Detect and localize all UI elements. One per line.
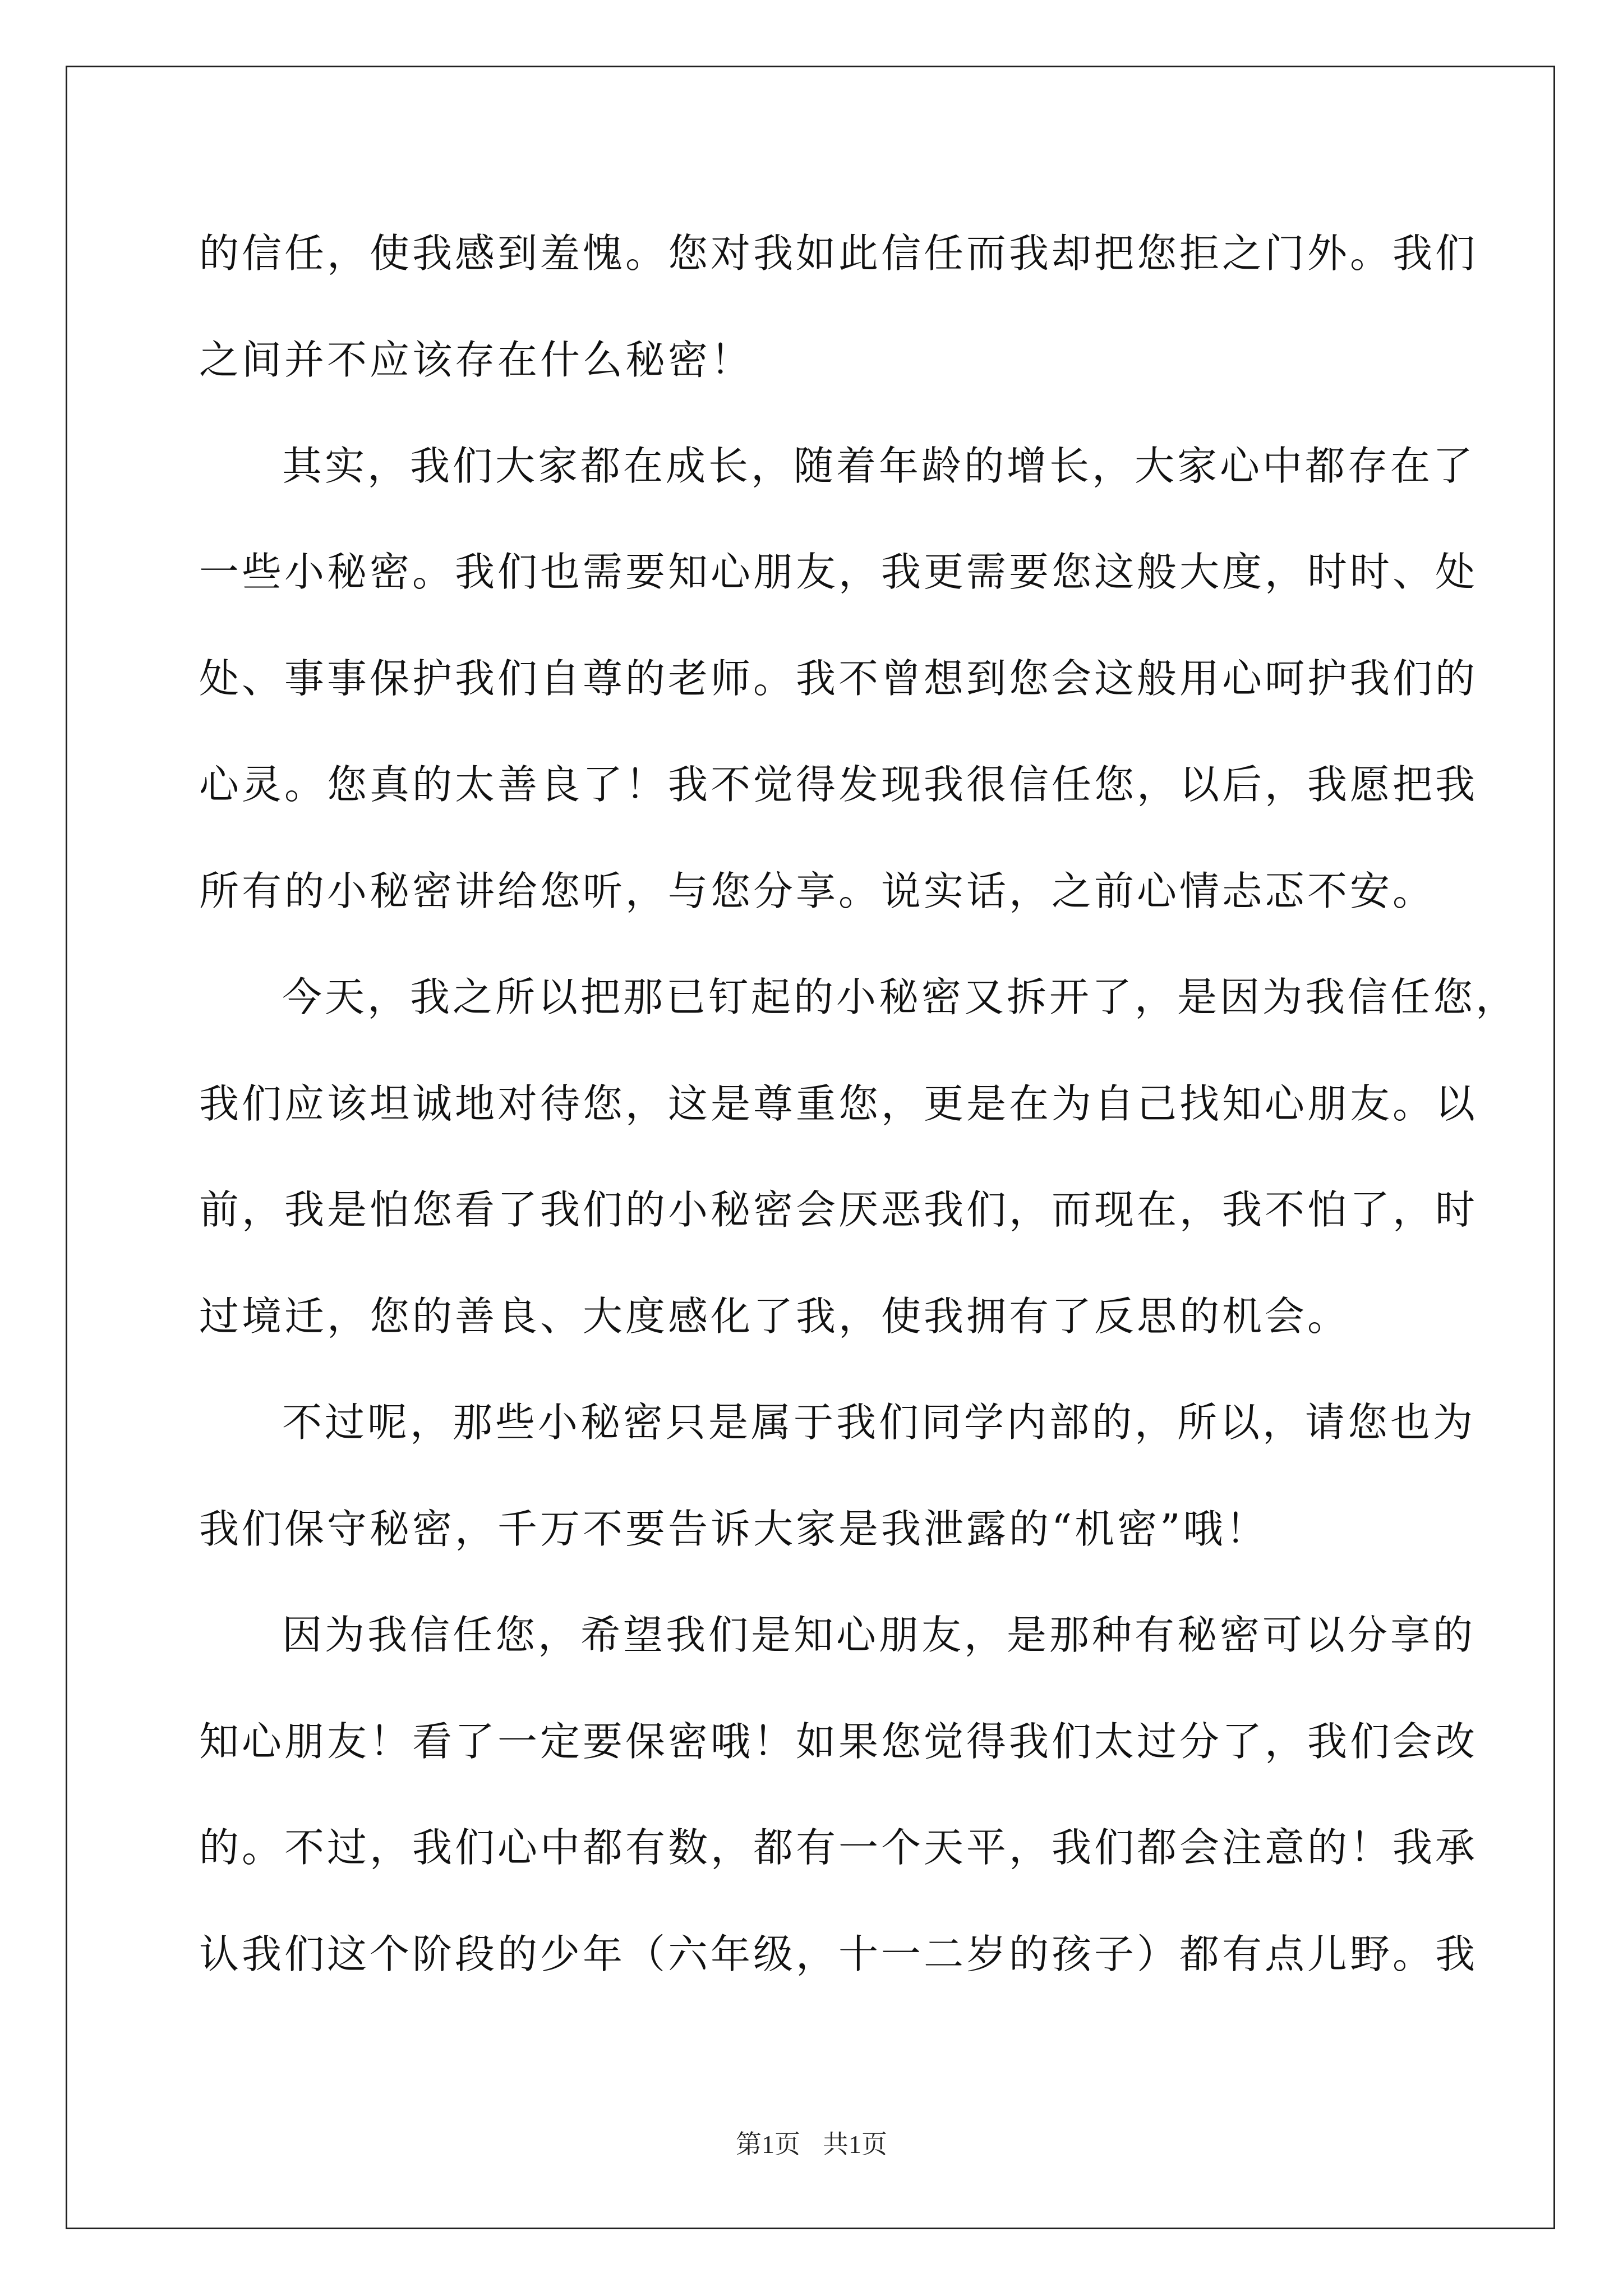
text-line: 过境迁，您的善良、大度感化了我，使我拥有了反思的机会。 xyxy=(199,1293,1350,1340)
text-line: 一些小秘密。我们也需要知心朋友，我更需要您这般大度，时时、处 xyxy=(199,549,1478,595)
text-line: 心灵。您真的太善良了！我不觉得发现我很信任您，以后，我愿把我 xyxy=(199,761,1478,808)
page-total: 共1页 xyxy=(823,2130,887,2159)
text-line: 所有的小秘密讲给您听，与您分享。说实话，之前心情忐忑不安。 xyxy=(199,868,1436,914)
paragraph-first-line: 不过呢，那些小秘密只是属于我们同学内部的，所以，请您也为 xyxy=(282,1399,1476,1446)
text-line: 认我们这个阶段的少年（六年级，十一二岁的孩子）都有点儿野。我 xyxy=(199,1931,1478,1977)
text-line: 的。不过，我们心中都有数，都有一个天平，我们都会注意的！我承 xyxy=(199,1824,1478,1871)
text-line: 之间并不应该存在什么秘密！ xyxy=(199,337,754,383)
text-line: 我们保守秘密，千万不要告诉大家是我泄露的“机密”哦！ xyxy=(199,1506,1269,1552)
text-line: 处、事事保护我们自尊的老师。我不曾想到您会这般用心呵护我们的 xyxy=(199,655,1478,702)
page-number: 第1页 xyxy=(736,2130,800,2159)
text-line: 我们应该坦诚地对待您，这是尊重您，更是在为自己找知心朋友。以 xyxy=(199,1080,1478,1127)
page-border xyxy=(66,66,1555,2229)
page-footer xyxy=(0,2128,1623,2161)
text-line: 知心朋友！看了一定要保密哦！如果您觉得我们太过分了，我们会改 xyxy=(199,1718,1478,1765)
text-line: 前，我是怕您看了我们的小秘密会厌恶我们，而现在，我不怕了，时 xyxy=(199,1186,1478,1233)
text-line: 的信任，使我感到羞愧。您对我如此信任而我却把您拒之门外。我们 xyxy=(199,230,1478,277)
paragraph-first-line: 其实，我们大家都在成长，随着年龄的增长，大家心中都存在了 xyxy=(282,443,1476,489)
paragraph-first-line: 今天，我之所以把那已钉起的小秘密又拆开了，是因为我信任您， xyxy=(282,974,1519,1020)
paragraph-first-line: 因为我信任您，希望我们是知心朋友，是那种有秘密可以分享的 xyxy=(282,1612,1476,1658)
